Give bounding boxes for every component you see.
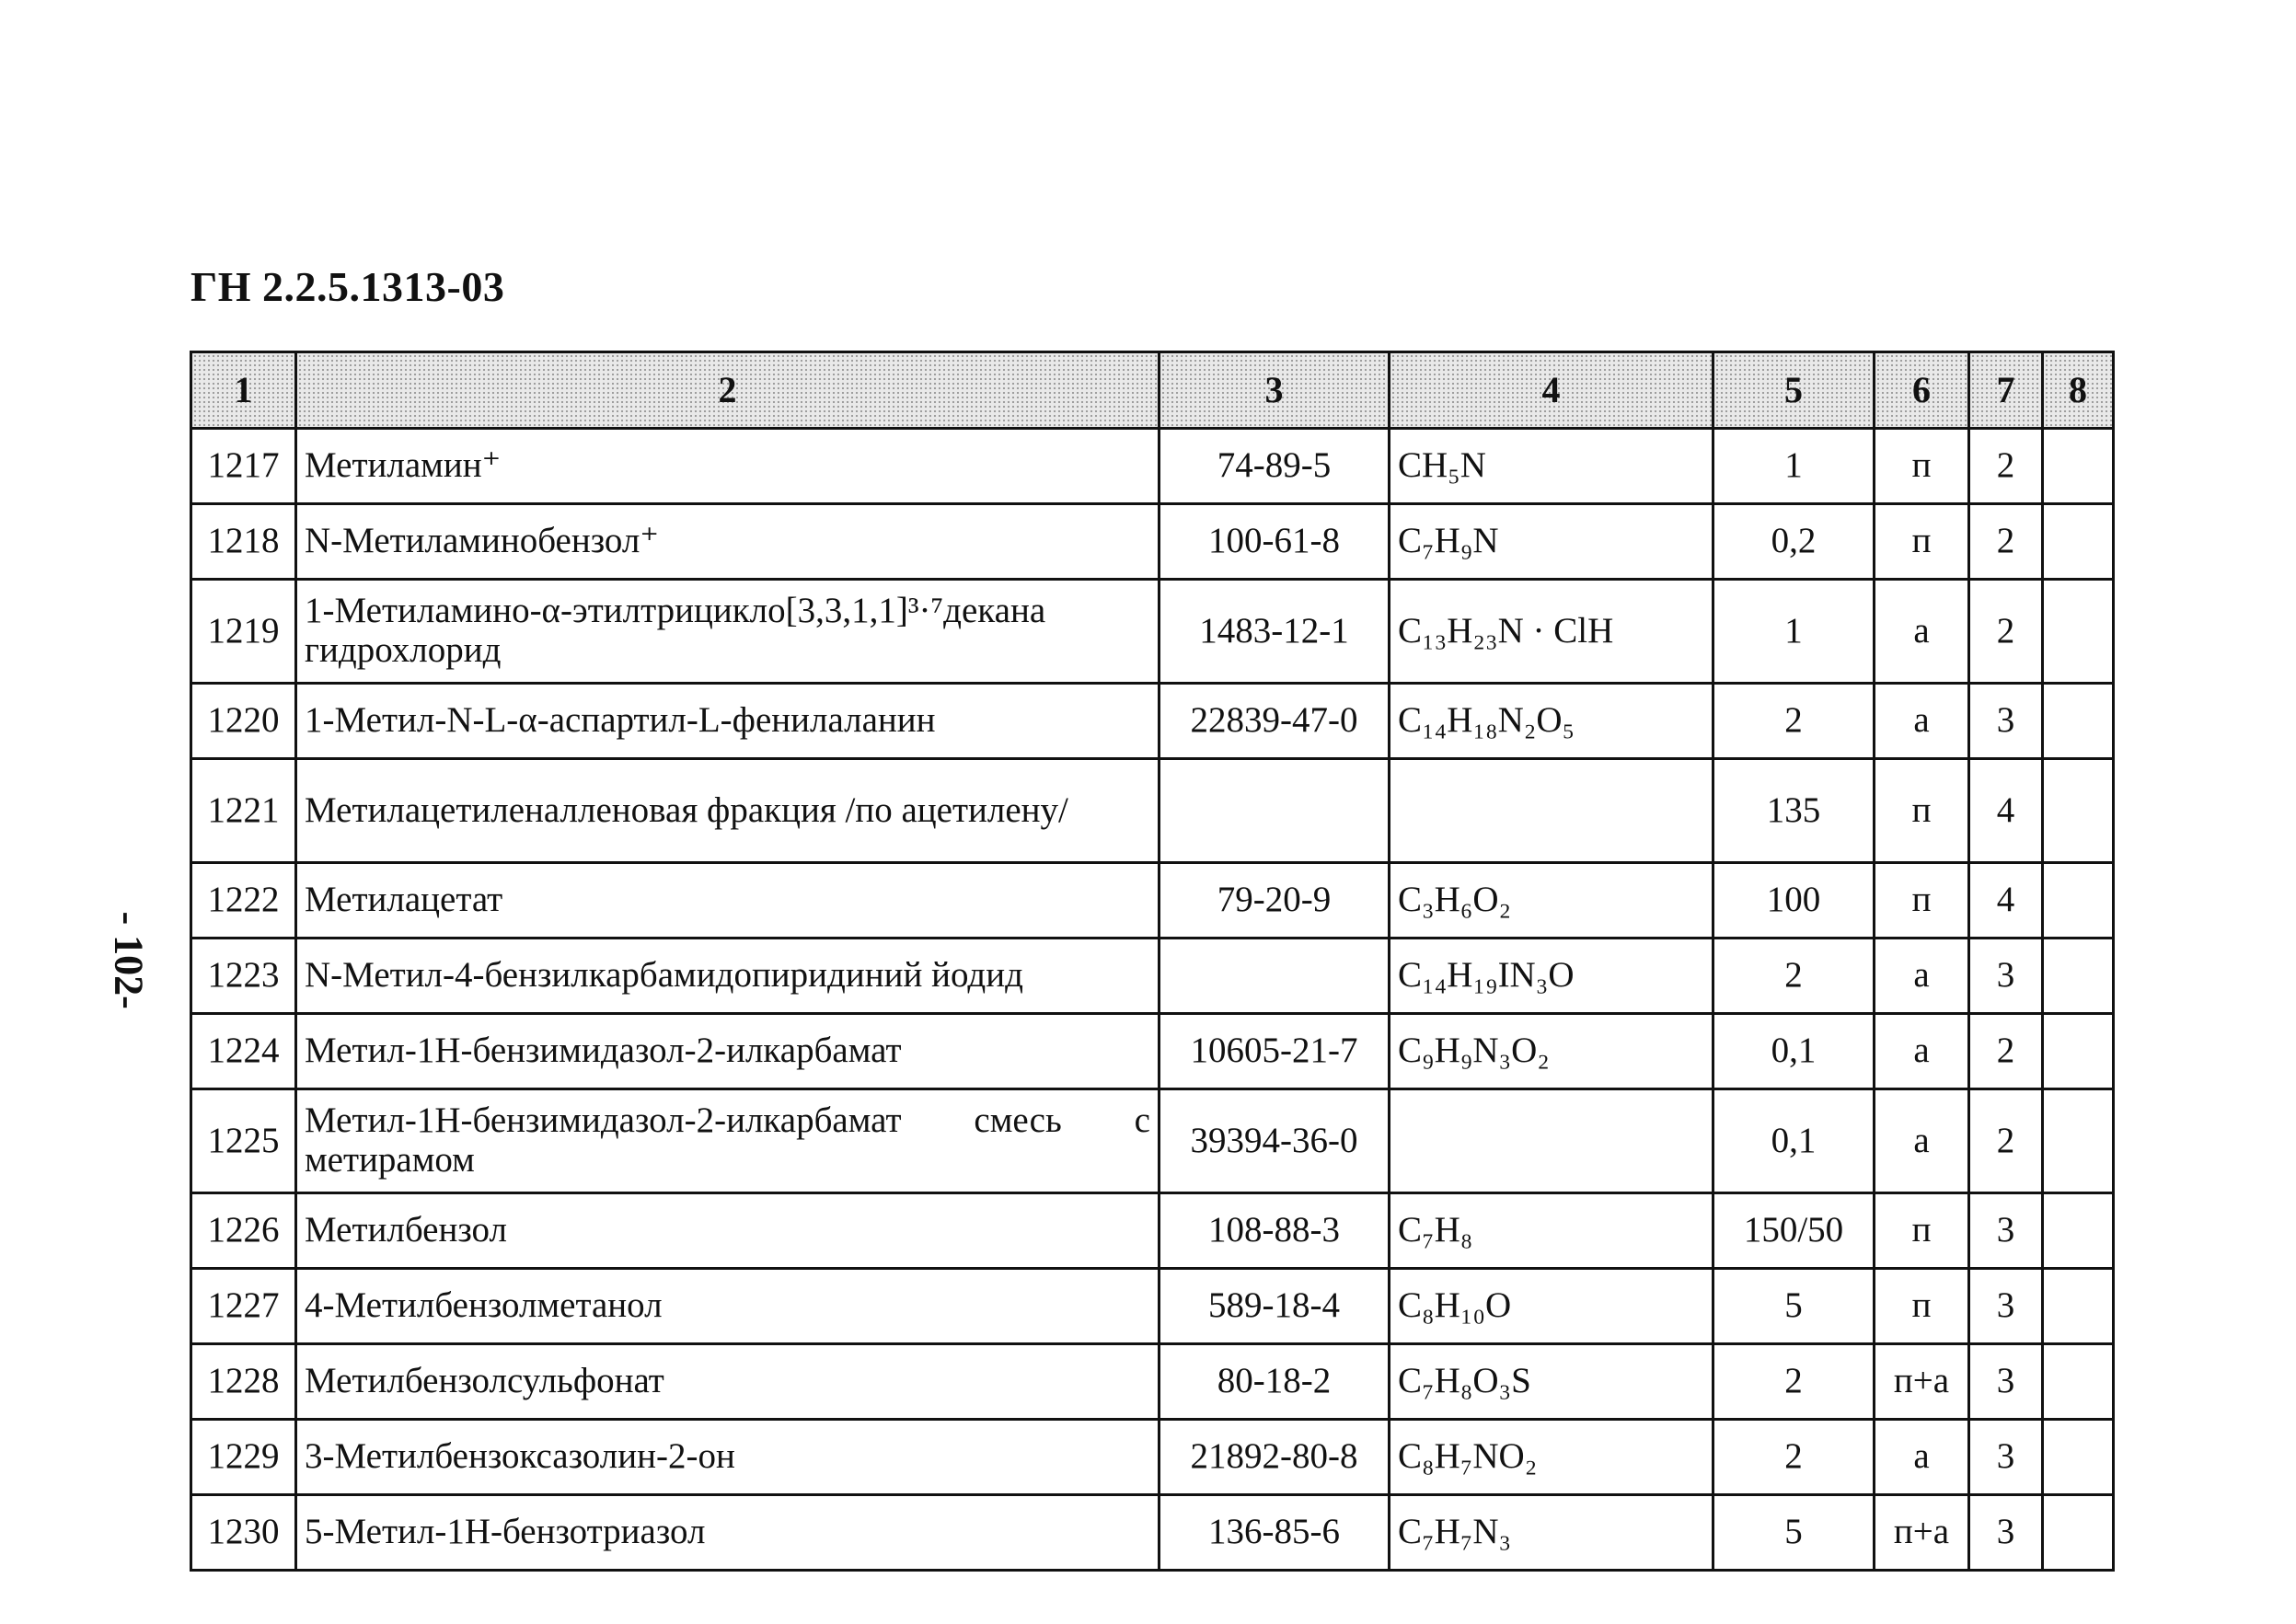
cell-number: 1230 [191, 1495, 296, 1571]
cell-hazard-class: 2 [1969, 429, 2043, 504]
page-number: - 102- [106, 911, 152, 1009]
table-row [191, 939, 2114, 1014]
cell-number: 1225 [191, 1089, 296, 1193]
cell-substance-name: 4-Метилбензолметанол [296, 1269, 1160, 1344]
column-header-7: 7 [1969, 352, 2043, 429]
cell-formula: C₇H₈O₃S [1390, 1344, 1713, 1420]
substances-table [190, 351, 2115, 1572]
cell-aggregate-state: а [1875, 684, 1969, 759]
document-code: ГН 2.2.5.1313-03 [190, 263, 505, 310]
cell-aggregate-state: п [1875, 759, 1969, 863]
cell-number: 1218 [191, 504, 296, 580]
cell-number: 1221 [191, 759, 296, 863]
table-row [191, 684, 2114, 759]
cell-hazard-class: 2 [1969, 1089, 2043, 1193]
cell-notes [2043, 1344, 2114, 1420]
table-row [191, 1014, 2114, 1089]
table-row [191, 1089, 2114, 1193]
cell-formula: CH₅N [1390, 429, 1713, 504]
cell-number: 1228 [191, 1344, 296, 1420]
cell-aggregate-state: п [1875, 1193, 1969, 1269]
cell-notes [2043, 1014, 2114, 1089]
cell-substance-name: Метилацетат [296, 863, 1160, 939]
cell-value: 0,1 [1713, 1089, 1875, 1193]
cell-cas-number: 21892-80-8 [1160, 1420, 1390, 1495]
table-row [191, 504, 2114, 580]
cell-aggregate-state: а [1875, 580, 1969, 684]
cell-cas-number: 10605-21-7 [1160, 1014, 1390, 1089]
cell-substance-name: 5-Метил-1H-бензотриазол [296, 1495, 1160, 1571]
cell-value: 0,1 [1713, 1014, 1875, 1089]
cell-notes [2043, 580, 2114, 684]
cell-notes [2043, 759, 2114, 863]
column-header-8: 8 [2043, 352, 2114, 429]
cell-cas-number [1160, 759, 1390, 863]
column-header-5: 5 [1713, 352, 1875, 429]
cell-cas-number: 80-18-2 [1160, 1344, 1390, 1420]
cell-notes [2043, 1495, 2114, 1571]
table-row [191, 759, 2114, 863]
column-header-1: 1 [191, 352, 296, 429]
cell-substance-name: N-Метиламинобензол⁺ [296, 504, 1160, 580]
cell-formula: C₃H₆O₂ [1390, 863, 1713, 939]
cell-formula: C₁₄H₁₈N₂O₅ [1390, 684, 1713, 759]
cell-hazard-class: 3 [1969, 939, 2043, 1014]
cell-hazard-class: 3 [1969, 1344, 2043, 1420]
cell-aggregate-state: п+а [1875, 1344, 1969, 1420]
cell-aggregate-state: п [1875, 429, 1969, 504]
header-row [191, 352, 2114, 429]
cell-hazard-class: 4 [1969, 759, 2043, 863]
table-row [191, 1420, 2114, 1495]
cell-value: 0,2 [1713, 504, 1875, 580]
cell-cas-number: 136-85-6 [1160, 1495, 1390, 1571]
cell-value: 100 [1713, 863, 1875, 939]
column-header-4: 4 [1390, 352, 1713, 429]
cell-notes [2043, 504, 2114, 580]
cell-hazard-class: 3 [1969, 1269, 2043, 1344]
cell-substance-name: Метил-1H-бензимидазол-2-илкарбамат смесь с метирамом [296, 1089, 1160, 1193]
cell-substance-name: 1-Метил-N-L-α-аспартил-L-фенилаланин [296, 684, 1160, 759]
cell-aggregate-state: а [1875, 1420, 1969, 1495]
cell-substance-name: Метилбензолсульфонат [296, 1344, 1160, 1420]
cell-hazard-class: 4 [1969, 863, 2043, 939]
cell-substance-name: Метиламин⁺ [296, 429, 1160, 504]
cell-number: 1227 [191, 1269, 296, 1344]
cell-notes [2043, 939, 2114, 1014]
cell-cas-number: 39394-36-0 [1160, 1089, 1390, 1193]
cell-value: 2 [1713, 1344, 1875, 1420]
cell-notes [2043, 1089, 2114, 1193]
table-body [191, 429, 2114, 1571]
cell-cas-number [1160, 939, 1390, 1014]
cell-formula: C₉H₉N₃O₂ [1390, 1014, 1713, 1089]
cell-number: 1226 [191, 1193, 296, 1269]
cell-substance-name: 1-Метиламино-α-этилтрицикло[3,3,1,1]³·⁷декана гидрохлорид [296, 580, 1160, 684]
cell-substance-name: Метил-1H-бензимидазол-2-илкарбамат [296, 1014, 1160, 1089]
cell-value: 2 [1713, 939, 1875, 1014]
cell-value: 1 [1713, 580, 1875, 684]
cell-formula: C₇H₉N [1390, 504, 1713, 580]
cell-formula: C₈H₇NO₂ [1390, 1420, 1713, 1495]
cell-formula: C₇H₇N₃ [1390, 1495, 1713, 1571]
cell-notes [2043, 684, 2114, 759]
cell-aggregate-state: а [1875, 1089, 1969, 1193]
cell-cas-number: 1483-12-1 [1160, 580, 1390, 684]
column-header-2: 2 [296, 352, 1160, 429]
cell-notes [2043, 1420, 2114, 1495]
cell-aggregate-state: п [1875, 1269, 1969, 1344]
cell-hazard-class: 3 [1969, 1495, 2043, 1571]
table-row [191, 1193, 2114, 1269]
cell-cas-number: 108-88-3 [1160, 1193, 1390, 1269]
cell-hazard-class: 3 [1969, 684, 2043, 759]
cell-substance-name: 3-Метилбензоксазолин-2-он [296, 1420, 1160, 1495]
table-row [191, 1495, 2114, 1571]
cell-hazard-class: 2 [1969, 1014, 2043, 1089]
cell-hazard-class: 2 [1969, 580, 2043, 684]
table-row [191, 429, 2114, 504]
table-row [191, 863, 2114, 939]
cell-notes [2043, 1269, 2114, 1344]
cell-value: 2 [1713, 1420, 1875, 1495]
cell-hazard-class: 2 [1969, 504, 2043, 580]
cell-number: 1229 [191, 1420, 296, 1495]
cell-aggregate-state: п [1875, 863, 1969, 939]
table-row [191, 580, 2114, 684]
table-row [191, 1269, 2114, 1344]
cell-substance-name: Метилацетиленалленовая фракция /по ацетилену/ [296, 759, 1160, 863]
cell-number: 1224 [191, 1014, 296, 1089]
cell-formula: C₁₃H₂₃N · ClH [1390, 580, 1713, 684]
cell-formula [1390, 759, 1713, 863]
cell-hazard-class: 3 [1969, 1193, 2043, 1269]
cell-cas-number: 22839-47-0 [1160, 684, 1390, 759]
cell-notes [2043, 429, 2114, 504]
cell-cas-number: 74-89-5 [1160, 429, 1390, 504]
cell-number: 1219 [191, 580, 296, 684]
cell-number: 1222 [191, 863, 296, 939]
cell-formula: C₁₄H₁₉IN₃O [1390, 939, 1713, 1014]
cell-notes [2043, 1193, 2114, 1269]
cell-formula [1390, 1089, 1713, 1193]
cell-number: 1223 [191, 939, 296, 1014]
cell-aggregate-state: п+а [1875, 1495, 1969, 1571]
cell-cas-number: 100-61-8 [1160, 504, 1390, 580]
cell-cas-number: 589-18-4 [1160, 1269, 1390, 1344]
cell-substance-name: N-Метил-4-бензилкарбамидопиридиний йодид [296, 939, 1160, 1014]
column-header-3: 3 [1160, 352, 1390, 429]
cell-formula: C₇H₈ [1390, 1193, 1713, 1269]
cell-substance-name: Метилбензол [296, 1193, 1160, 1269]
cell-number: 1220 [191, 684, 296, 759]
cell-hazard-class: 3 [1969, 1420, 2043, 1495]
cell-notes [2043, 863, 2114, 939]
cell-value: 5 [1713, 1495, 1875, 1571]
table-row [191, 1344, 2114, 1420]
column-header-6: 6 [1875, 352, 1969, 429]
cell-value: 135 [1713, 759, 1875, 863]
cell-aggregate-state: а [1875, 1014, 1969, 1089]
cell-formula: C₈H₁₀O [1390, 1269, 1713, 1344]
cell-number: 1217 [191, 429, 296, 504]
cell-value: 2 [1713, 684, 1875, 759]
cell-value: 1 [1713, 429, 1875, 504]
cell-value: 5 [1713, 1269, 1875, 1344]
cell-value: 150/50 [1713, 1193, 1875, 1269]
cell-aggregate-state: а [1875, 939, 1969, 1014]
cell-cas-number: 79-20-9 [1160, 863, 1390, 939]
cell-aggregate-state: п [1875, 504, 1969, 580]
